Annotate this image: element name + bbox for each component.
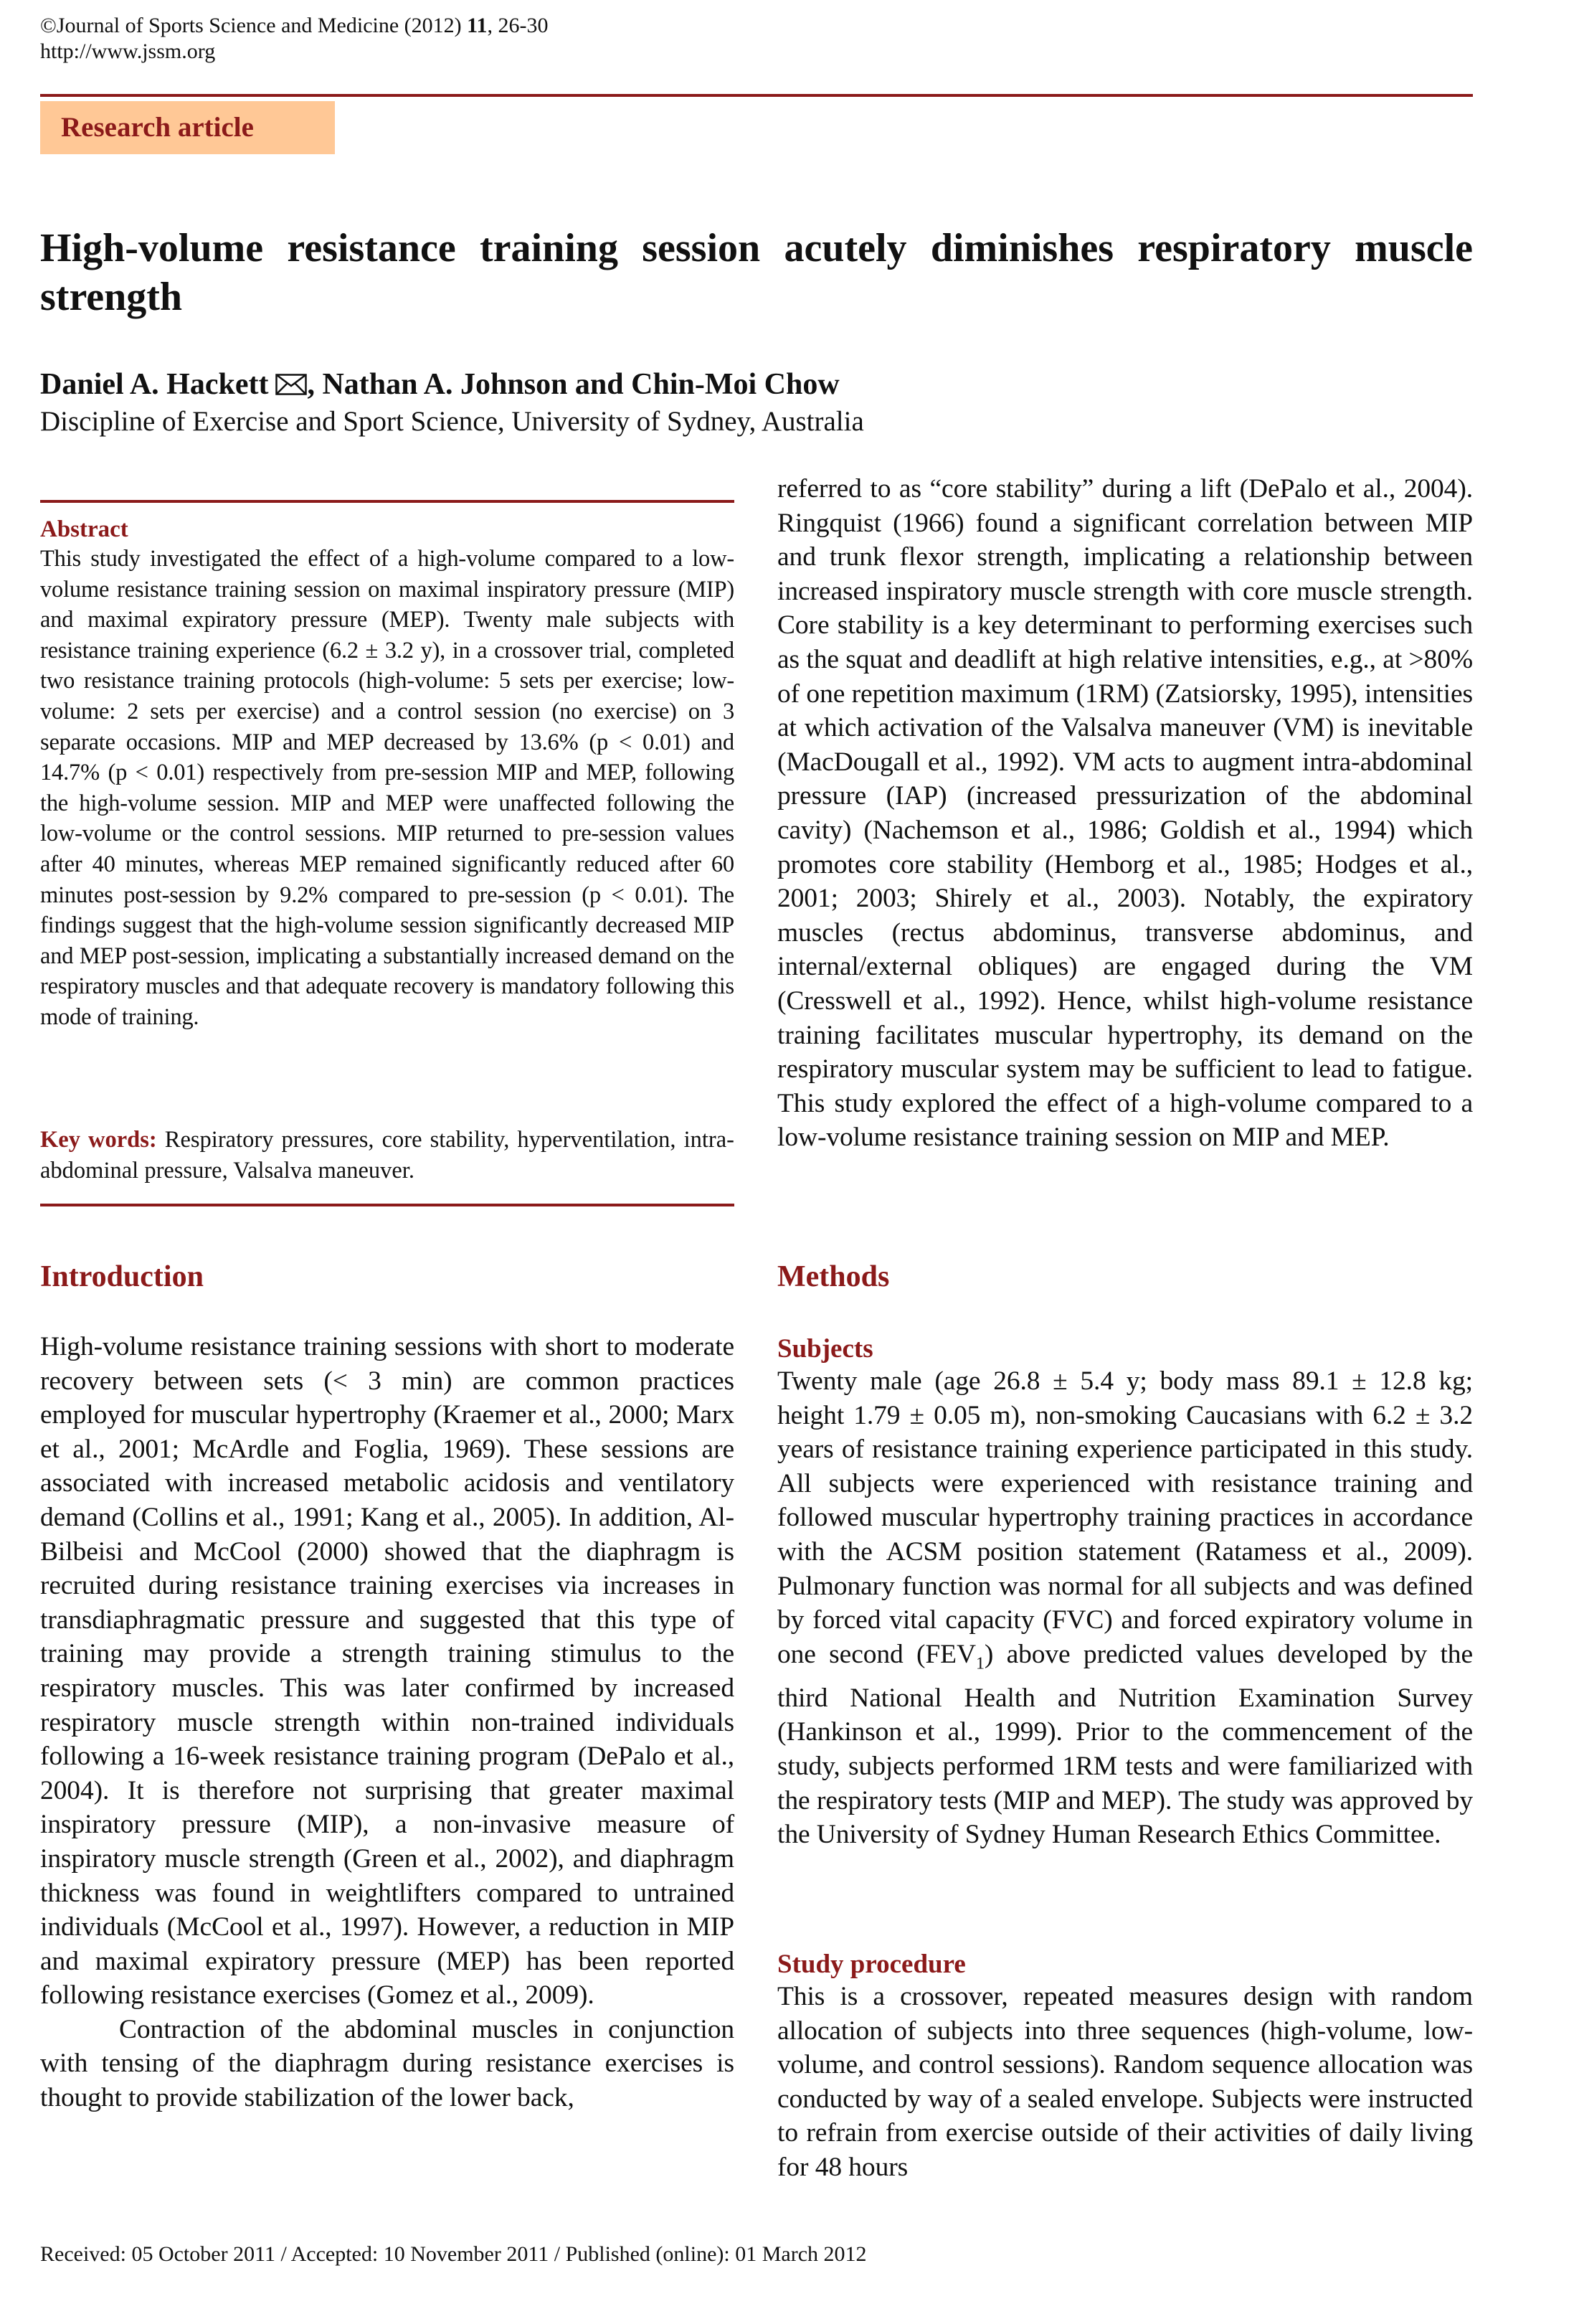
subjects-paragraph: Twenty male (age 26.8 ± 5.4 y; body mass 89.1 ± 12.8 kg; height 1.79 ± 0.05 m), non-smoking Caucasians with 6.2 ± 3.2 years of resistance training experience participated in this study. All subjects were experienced with resistance training and followed muscular hypertrophy training practices in accordance with the ACSM position statement (Ratamess et al., 2009). Pulmonary function was normal for all subjects and was defined by forced vital capacity (FVC) and forced expiratory volume in one second $(FEV_1)$ above predicted values developed by the third National Health and Nutrition Examination Survey (Hankinson et al., 1999). Prior to the commencement of the study, subjects performed 1RM tests and were familiarized with the respiratory tests (MIP and MEP). The study was approved by the University of Sydney Human Research Ethics Committee. xyxy=(777,1366,1474,1850)
header-divider xyxy=(40,94,1473,97)
publication-dates: Received: 05 October 2011 / Accepted: 10 November 2011 / Published (online): 01 March 2012 xyxy=(40,2242,867,2266)
introduction-paragraph: Contraction of the abdominal muscles in conjunction with tensing of the diaphragm during resistance exercises is thought to provide stabilization of the lower back, xyxy=(40,2014,734,2113)
introduction-body xyxy=(40,1330,734,2115)
co-authors: , Nathan A. Johnson and Chin-Moi Chow xyxy=(307,368,840,401)
introduction-continued xyxy=(777,472,1473,1155)
abstract-heading: Abstract xyxy=(40,516,128,542)
abstract-text: This study investigated the effect of a high-volume compared to a low-volume resistance training session on maximal inspiratory pressure (MIP) and maximal expiratory pressure (MEP). Twenty male subjects with resistance training experience (6.2 ± 3.2 y), in a crossover trial, completed two resistance training protocols (high-volume: 5 sets per exercise; low-volume: 2 sets per exercise) and a control session (no exercise) on 3 separate occasions. MIP and MEP decreased by 13.6% (p < 0.01) and 14.7% (p < 0.01) respectively from pre-session MIP and MEP, following the high-volume session. MIP and MEP were unaffected following the low-volume or the control sessions. MIP returned to pre-session values after 40 minutes, whereas MEP remained significantly reduced after 60 minutes post-session by 9.2% compared to pre-session (p < 0.01). The findings suggest that the high-volume session significantly decreased MIP and MEP post-session, implicating a substantially increased demand on the respiratory muscles and that adequate recovery is mandatory following this mode of training. xyxy=(40,546,734,1030)
journal-url[interactable]: http://www.jssm.org xyxy=(40,39,216,63)
introduction-paragraph: referred to as “core stability” during a lift (DePalo et al., 2004). Ringquist (1966) found a significant correlation between MIP and trunk flexor strength, implicating a relationship between increased inspiratory muscle strength with core muscle strength. Core stability is a key determinant to performing exercises such as the squat and deadlift at high relative intensities, e.g., at >80% of one repetition maximum (1RM) (Zatsiorsky, 1995), intensities at which activation of the Valsalva maneuver (VM) is inevitable (MacDougall et al., 1992). VM acts to augment intra-abdominal pressure (IAP) (increased pressurization of the abdominal cavity) (Nachemson et al., 1986; Goldish et al., 1994) which promotes core stability (Hemborg et al., 1985; Hodges et al., 2001; 2003; Shirely et al., 2003). Notably, the expiratory muscles (rectus abdominus, transverse abdominus, and internal/external obliques) are engaged during the VM (Cresswell et al., 1992). Hence, whilst high-volume resistance training facilitates muscular hypertrophy, its demand on the respiratory muscular system may be sufficient to lead to fatigue. This study explored the effect of a high-volume compared to a low-volume resistance training session on MIP and MEP. xyxy=(777,474,1473,1153)
introduction-heading: Introduction xyxy=(40,1260,204,1293)
journal-header xyxy=(40,13,549,65)
methods-heading: Methods xyxy=(777,1260,890,1293)
introduction-paragraph: High-volume resistance training sessions with short to moderate recovery between sets (< 3 min) are common practices employed for muscular hypertrophy (Kraemer et al., 2000; Marx et al., 2001; McArdle and Foglia, 1969). These sessions are associated with increased metabolic acidosis and ventilatory demand (Collins et al., 1991; Kang et al., 2005). In addition, Al-Bilbeisi and McCool (2000) showed that the diaphragm is recruited during resistance training exercises via increases in transdiaphragmatic pressure and suggested that this type of training may provide a strength training stimulus to the respiratory muscles. This was later confirmed by increased respiratory muscle strength within non-trained individuals following a 16-week resistance training program (DePalo et al., 2004). It is therefore not surprising that greater maximal inspiratory pressure (MIP), a non-invasive measure of inspiratory muscle strength (Green et al., 2002), and diaphragm thickness was found in weightlifters compared to untrained individuals (McCool et al., 1997). However, a reduction in MIP and maximal expiratory pressure (MEP) has been reported following resistance exercises (Gomez et al., 2009). xyxy=(40,1332,734,2011)
keywords-label: Key words: xyxy=(40,1127,157,1153)
journal-citation: ©Journal of Sports Science and Medicine (2012) 11, 26-30 xyxy=(40,14,549,37)
article-title: High-volume resistance training session acutely diminishes respiratory muscle strength xyxy=(40,226,1473,319)
abstract-top-rule xyxy=(40,500,734,503)
corresponding-author: Daniel A. Hackett xyxy=(40,368,269,401)
email-envelope-icon[interactable] xyxy=(275,367,307,389)
study-procedure-text: This is a crossover, repeated measures design with random allocation of subjects into three sequences (high-volume, low-volume, and control sessions). Random sequence allocation was conducted by way of a sealed envelope. Subjects were instructed to refrain from exercise outside of their activities of daily living for 48 hours xyxy=(777,1982,1473,2182)
abstract-bottom-rule xyxy=(40,1204,734,1206)
article-type-badge: Research article xyxy=(40,101,335,154)
author-list xyxy=(40,366,840,403)
affiliation: Discipline of Exercise and Sport Science, University of Sydney, Australia xyxy=(40,406,864,437)
study-procedure-heading: Study procedure xyxy=(777,1950,966,1979)
keywords xyxy=(40,1125,734,1186)
subjects-heading: Subjects xyxy=(777,1334,873,1364)
subjects-text xyxy=(777,1364,1473,1852)
keywords-list: Respiratory pressures, core stability, hyperventilation, intra-abdominal pressure, Valsalva maneuver. xyxy=(40,1127,734,1184)
